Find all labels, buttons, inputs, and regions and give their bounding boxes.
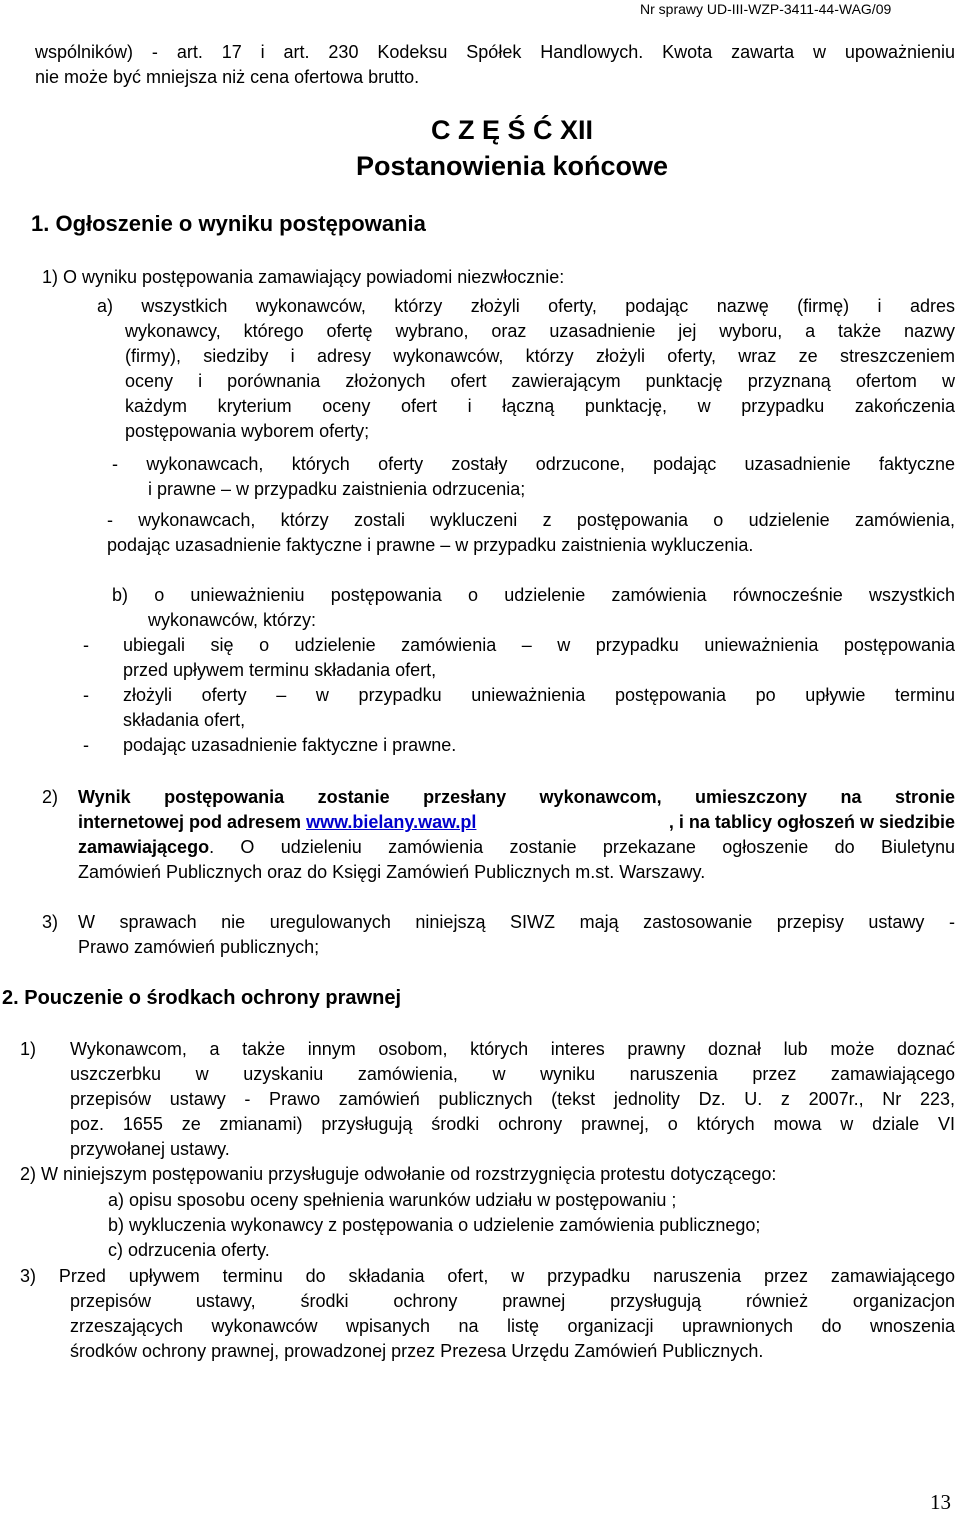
section1-point-2-line-3 <box>78 835 955 860</box>
dash2-line-2: podając uzasadnienie faktyczne i prawne – w przypadku zaistnienia wykluczenia. <box>107 535 754 555</box>
point-a-line-4: oceny i porównania złożonych ofert zawierającym punktację przyznaną ofertom w <box>125 371 955 391</box>
section2-point-1-line-2: uszczerbku w uzyskaniu zamówienia, w wyniku naruszenia przez zamawiającego <box>70 1064 955 1084</box>
section1-point-2-line-1: Wynik postępowania zostanie przesłany wykonawcom, umieszczony na stronie <box>78 787 955 807</box>
section1-point-2-line-2 <box>78 810 955 835</box>
b-item-1-line-2: przed upływem terminu składania ofert, <box>123 660 437 680</box>
point-b-line-1: b) o unieważnieniu postępowania o udzielenie zamówienia równocześnie wszystkich <box>112 585 955 605</box>
section1-point-3-number: 3) <box>42 912 59 932</box>
section2-point-3-line-3: zrzeszających wykonawców wpisanych na listę organizacji uprawnionych do wnoszenia <box>70 1316 955 1336</box>
point-a-line-2: wykonawcy, którego ofertę wybrano, oraz uzasadnienie jej wyboru, a także nazwy <box>125 321 955 341</box>
b-item-1-dash: - <box>83 635 89 655</box>
b-item-3-dash: - <box>83 735 89 755</box>
section-heading-1: 1. Ogłoszenie o wyniku postępowania <box>31 211 426 236</box>
b-item-2-line-2: składania ofert, <box>123 710 246 730</box>
section2-point-1-line-1: Wykonawcom, a także innym osobom, których interes prawny doznał lub może doznać <box>70 1039 955 1059</box>
dash2-line-1: - wykonawcach, którzy zostali wykluczeni z postępowania o udzielenie zamówienia, <box>107 510 955 530</box>
point-a-line-5: każdym kryterium oceny ofert i łączną punktację, w przypadku zakończenia <box>125 396 955 416</box>
section1-point-1: 1) O wyniku postępowania zamawiający powiadomi niezwłocznie: <box>42 267 565 287</box>
intro-line-2: nie może być mniejsza niż cena ofertowa brutto. <box>35 67 420 87</box>
dash1-line-1: - wykonawcach, których oferty zostały odrzucone, podając uzasadnienie faktyczne <box>112 454 955 474</box>
section1-point-2-line-4: Zamówień Publicznych oraz do Księgi Zamówień Publicznych m.st. Warszawy. <box>78 862 706 882</box>
point-b-line-2: wykonawców, którzy: <box>148 610 317 630</box>
intro-line-1: wspólników) - art. 17 i art. 230 Kodeksu Spółek Handlowych. Kwota zawarta w upoważnieniu <box>35 42 955 62</box>
section2-point-1-number: 1) <box>20 1039 37 1059</box>
section1-point-3-line-2: Prawo zamówień publicznych; <box>78 937 320 957</box>
section2-point-2-item-a: a) opisu sposobu oceny spełnienia warunków udziału w postępowaniu ; <box>108 1190 677 1210</box>
section2-point-2-item-b: b) wykluczenia wykonawcy z postępowania o udzielenie zamówienia publicznego; <box>108 1215 761 1235</box>
section2-point-1-line-5: przywołanej ustawy. <box>70 1139 230 1159</box>
section1-point-3-line-1: W sprawach nie uregulowanych niniejszą SIWZ mają zastosowanie przepisy ustawy - <box>78 912 955 932</box>
section2-point-3-line-1: 3) Przed upływem terminu do składania ofert, w przypadku naruszenia przez zamawiającego <box>20 1266 955 1286</box>
section2-point-2-item-c: c) odrzucenia oferty. <box>108 1240 270 1260</box>
section2-point-1-line-3: przepisów ustawy - Prawo zamówień publicznych (tekst jednolity Dz. U. z 2007r., Nr 223, <box>70 1089 955 1109</box>
case-number-header: Nr sprawy UD-III-WZP-3411-44-WAG/09 <box>640 1 892 17</box>
b-item-2-line-1: złożyli oferty – w przypadku unieważnienia postępowania po upływie terminu <box>123 685 955 705</box>
address-label: internetowej pod adresem <box>78 812 307 832</box>
point-a-line-3: (firmy), siedziby i adresy wykonawców, którzy złożyli oferty, wraz ze streszczeniem <box>125 346 955 366</box>
section1-point-2-number: 2) <box>42 787 59 807</box>
part-title: Postanowienia końcowe <box>355 151 669 181</box>
website-link[interactable]: www.bielany.waw.pl <box>306 812 477 832</box>
notice-board-text: , i na tablicy ogłoszeń w siedzibie <box>668 812 955 832</box>
announcement-text: . O udzieleniu zamówienia zostanie przekazane ogłoszenie do Biuletynu <box>209 837 955 857</box>
b-item-2-dash: - <box>83 685 89 705</box>
zamawiajacego-text: zamawiającego <box>78 837 210 857</box>
section2-point-3-line-4: środków ochrony prawnej, prowadzonej przez Prezesa Urzędu Zamówień Publicznych. <box>70 1341 764 1361</box>
section-heading-2: 2. Pouczenie o środkach ochrony prawnej <box>2 987 401 1009</box>
section2-point-1-line-4: poz. 1655 ze zmianami) przysługują środki ochrony prawnej, o których mowa w dziale VI <box>70 1114 955 1134</box>
point-a-line-6: postępowania wyborem oferty; <box>125 421 370 441</box>
page-number: 13 <box>930 1490 951 1514</box>
point-a-line-1: a) wszystkich wykonawców, którzy złożyli oferty, podając nazwę (firmę) i adres <box>97 296 955 316</box>
b-item-3-line-1: podając uzasadnienie faktyczne i prawne. <box>123 735 457 755</box>
part-number: C Z Ę Ś Ć XII <box>430 115 594 145</box>
dash1-line-2: i prawne – w przypadku zaistnienia odrzucenia; <box>148 479 526 499</box>
section2-point-3-line-2: przepisów ustawy, środki ochrony prawnej przysługują również organizacjon <box>70 1291 955 1311</box>
b-item-1-line-1: ubiegali się o udzielenie zamówienia – w przypadku unieważnienia postępowania <box>123 635 955 655</box>
section2-point-2-intro: 2) W niniejszym postępowaniu przysługuje odwołanie od rozstrzygnięcia protestu dotyczącego: <box>20 1164 777 1184</box>
